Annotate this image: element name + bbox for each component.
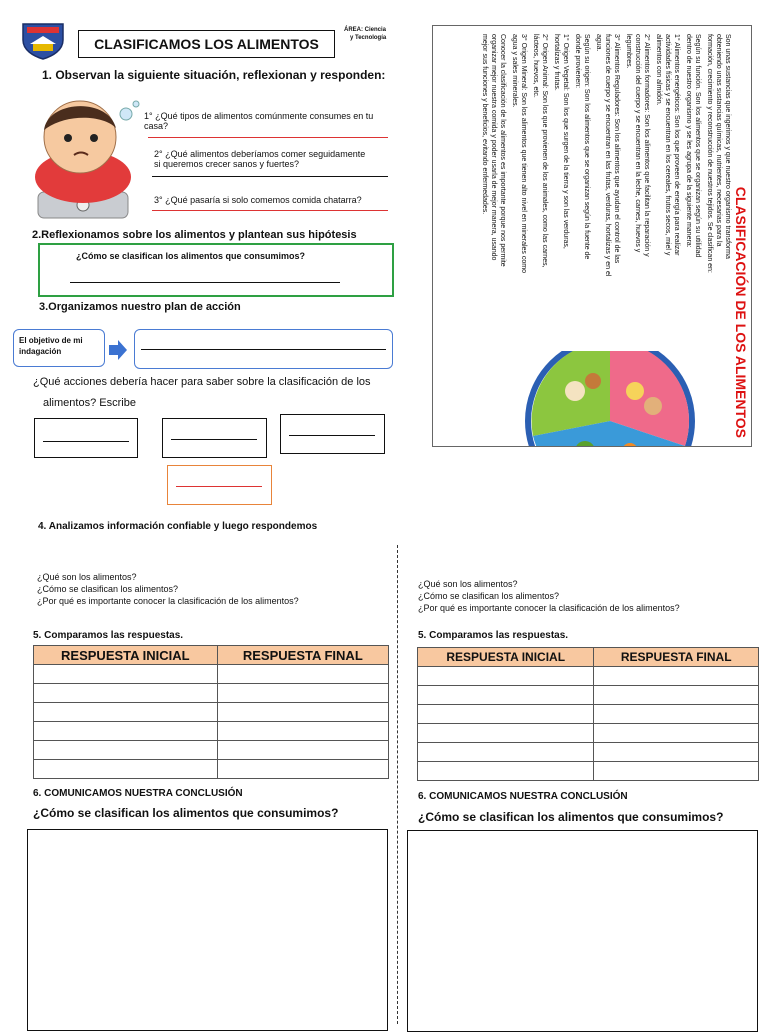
action-line-3 <box>289 435 375 436</box>
section4-heading: 4. Analizamos información confiable y luego respondemos <box>38 521 318 532</box>
table-row[interactable] <box>418 667 759 686</box>
info-title: CLASIFICACIÓN DE LOS ALIMENTOS <box>733 186 749 438</box>
info-p9: 3° Origen Mineral: Son los alimentos que tienen alto nivel en minerales como agua y sales minerales. <box>511 34 527 273</box>
objective-line <box>141 349 386 350</box>
info-p3: 1° Alimentos energéticos: Son los que proveen de energía para realizar actividades físicas y se encuentran en los cereales, frutos secos, miel y alimentos con almidón. <box>655 34 680 256</box>
table-row[interactable] <box>34 703 389 722</box>
info-p6: Según su origen: Son los alimentos que se organizan según la fuente de donde provienen: <box>574 34 590 260</box>
question-what-are-foods: ¿Qué son los alimentos? <box>418 579 518 589</box>
col-initial: RESPUESTA INICIAL <box>34 646 218 665</box>
info-p10: Conocer la clasificación de los alimentos es importante porque nos permite organizar mejor nuestra comida y poder usarla de mejor manera, usando mejor sus funciones y beneficios, evitando enfermedades. <box>481 34 506 267</box>
conclusion-box-left[interactable] <box>27 829 388 1031</box>
hypothesis-line <box>70 282 340 283</box>
action-box-4[interactable] <box>167 465 272 505</box>
compare-table-left <box>33 645 389 779</box>
col-final: RESPUESTA FINAL <box>217 646 388 665</box>
objective-label-box <box>13 329 105 367</box>
table-row[interactable] <box>34 684 389 703</box>
question-1: 1° ¿Qué tipos de alimentos comúnmente consumes en tu casa? <box>144 111 374 131</box>
table-row[interactable] <box>418 705 759 724</box>
col-initial: RESPUESTA INICIAL <box>418 648 594 667</box>
action-box-2[interactable] <box>162 418 267 458</box>
action-line-4 <box>176 486 262 487</box>
table-row[interactable] <box>418 724 759 743</box>
section6-question-right: ¿Cómo se clasifican los alimentos que consumimos? <box>418 810 724 824</box>
question-why-important: ¿Por qué es importante conocer la clasificación de los alimentos? <box>37 596 299 606</box>
section5-heading-right: 5. Comparamos las respuestas. <box>418 630 569 641</box>
table-row[interactable] <box>418 743 759 762</box>
action-box-1[interactable] <box>34 418 138 458</box>
section3-heading: 3.Organizamos nuestro plan de acción <box>39 301 241 313</box>
thinking-child-illustration <box>18 92 148 222</box>
classification-info-panel <box>432 25 752 447</box>
section2-heading: 2.Reflexionamos sobre los alimentos y plantean sus hipótesis <box>32 229 357 241</box>
table-row[interactable] <box>34 665 389 684</box>
hypothesis-question: ¿Cómo se clasifican los alimentos que consumimos? <box>76 251 306 261</box>
food-wheel-illustration <box>515 351 705 447</box>
question-how-classified: ¿Cómo se clasifican los alimentos? <box>418 591 560 601</box>
section6-heading-right: 6. COMUNICAMOS NUESTRA CONCLUSIÓN <box>418 791 628 802</box>
section6-heading-left: 6. COMUNICAMOS NUESTRA CONCLUSIÓN <box>33 788 243 799</box>
questions-right <box>418 578 680 614</box>
section1-heading: 1. Observan la siguiente situación, reflexionan y responden: <box>42 68 386 82</box>
answer-line-3[interactable] <box>152 210 388 211</box>
question-3: 3° ¿Qué pasaría si solo comemos comida chatarra? <box>154 195 362 205</box>
objective-label: El objetivo de mi indagación <box>19 336 83 356</box>
question-what-are-foods: ¿Qué son los alimentos? <box>37 572 137 582</box>
section6-question-left: ¿Cómo se clasifican los alimentos que consumimos? <box>33 806 339 820</box>
action-line-2 <box>171 439 257 440</box>
section5-heading-left: 5. Comparamos las respuestas. <box>33 630 184 641</box>
table-row[interactable] <box>34 741 389 760</box>
table-row[interactable] <box>34 722 389 741</box>
info-p2: Según su función. Son los alimentos que se organizan según su utilidad dentro de nuestro organismo y se les agrupa de la siguiente manera: <box>685 34 701 258</box>
page-title: CLASIFICAMOS LOS ALIMENTOS <box>78 30 335 58</box>
action-box-3[interactable] <box>280 414 385 454</box>
table-row[interactable] <box>418 762 759 781</box>
actions-prompt-line2: alimentos? Escribe <box>43 397 136 409</box>
column-divider <box>397 545 398 1024</box>
info-p4: 2° Alimentos formadores: Son los alimentos que facilitan la reparación y construcción del cuerpo y se encuentran en la leche, carnes, huevos y legumbres. <box>625 34 650 257</box>
info-p8: 2° Origen Animal: Son los que provienen de los animales, como las carnes, lácteos, huevos, etc. <box>532 34 548 268</box>
action-line-1 <box>43 441 129 442</box>
conclusion-box-right[interactable] <box>407 830 758 1032</box>
answer-line-2[interactable] <box>152 176 388 177</box>
school-shield-icon <box>18 22 68 58</box>
table-row[interactable] <box>34 760 389 779</box>
col-final: RESPUESTA FINAL <box>594 648 759 667</box>
question-2: 2° ¿Qué alimentos deberíamos comer seguidamente si queremos crecer sanos y fuertes? <box>154 149 366 169</box>
answer-line-1[interactable] <box>148 137 388 138</box>
question-why-important: ¿Por qué es importante conocer la clasificación de los alimentos? <box>418 603 680 613</box>
hypothesis-box[interactable] <box>38 243 394 297</box>
compare-table-right <box>417 647 759 781</box>
questions-left <box>37 571 299 607</box>
info-p5: 3° Alimentos Reguladores: Son los alimentos que ayudan el control de las funciones de cuerpo y se encuentran en las frutas, verduras, hortalizas y en el agua. <box>595 34 620 277</box>
objective-input-box[interactable] <box>134 329 393 369</box>
area-label: ÁREA: Ciencia y Tecnología <box>344 27 387 41</box>
info-p7: 1° Origen Vegetal: Son los que surgen de la tierra y son las verduras, hortalizas y frutas. <box>553 34 569 249</box>
actions-prompt-line1: ¿Qué acciones debería hacer para saber sobre la clasificación de los <box>33 376 371 388</box>
arrow-right-icon <box>109 340 127 365</box>
info-p1: Son unas sustancias que ingerimos y que nuestro organismo transforma obteniendo unas sustancias químicas, nutrientes, necesarias para la formación, crecimiento y reconstrucción de nuestros tejidos. Se clasifican en: <box>706 34 731 273</box>
question-how-classified: ¿Cómo se clasifican los alimentos? <box>37 584 179 594</box>
table-row[interactable] <box>418 686 759 705</box>
